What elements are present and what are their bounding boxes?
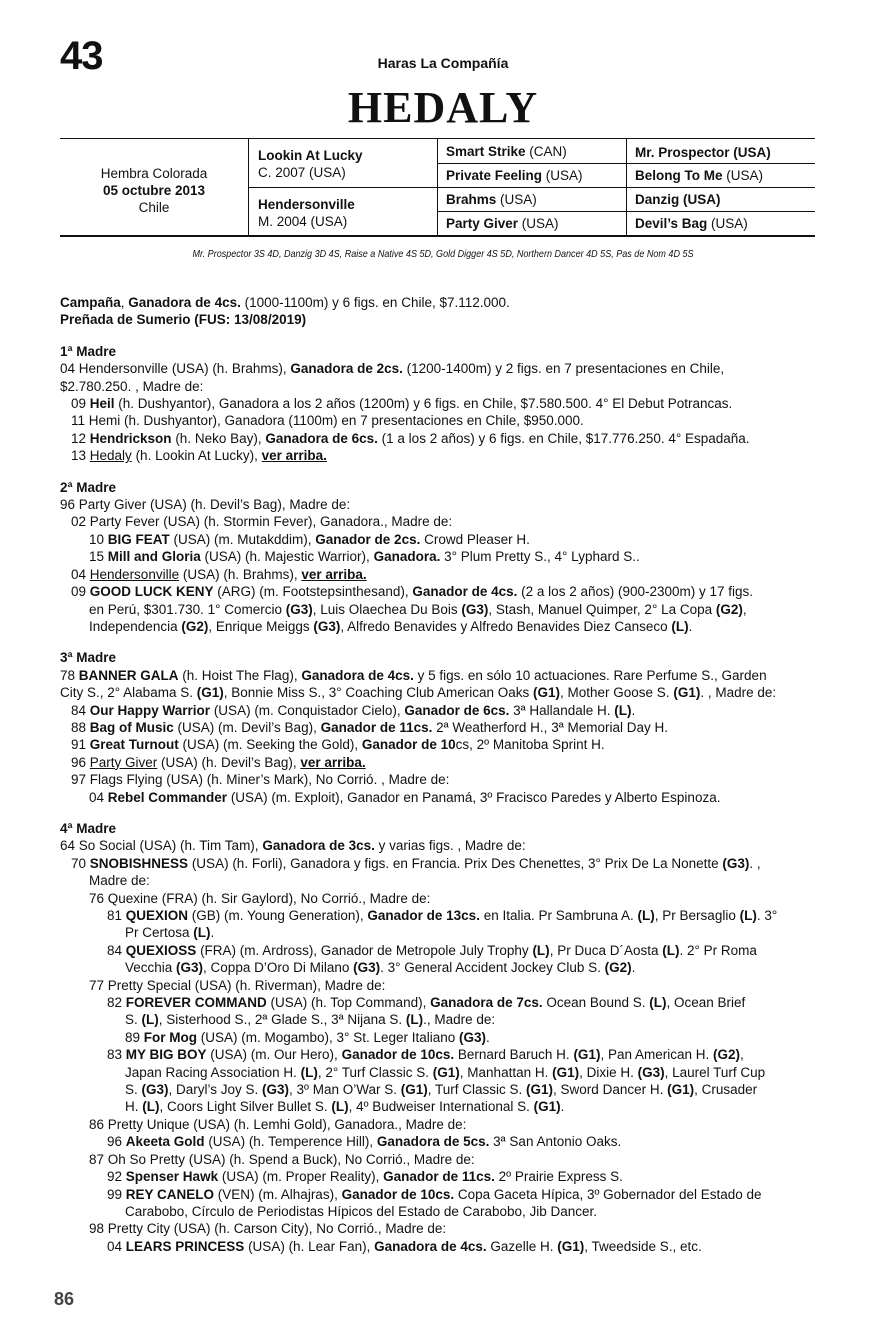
subject-horse (60, 165, 248, 216)
text-line: Japan Racing Association H. (L), 2° Turf Classic S. (G1), Manhattan H. (G1), Dixie H. (G3), Laurel Turf Cup (125, 1064, 766, 1080)
text-line: 11 Hemi (h. Dushyantor), Ganadora (1100m) en 7 presentaciones en Chile, $950.000. (71, 413, 584, 429)
text-line: Madre de: (89, 873, 150, 889)
text-line: City S., 2° Alabama S. (G1), Bonnie Miss S., 3° Coaching Club American Oaks (G1), Mother Goose S. (G1). , Madre de: (60, 685, 777, 701)
section-heading: 1ª Madre (60, 343, 117, 359)
text-line: Carabobo, Círculo de Periodistas Hípicos del Estado de Carabobo, Jib Dancer. (125, 1203, 598, 1219)
text-line: 96 Akeeta Gold (USA) (h. Temperence Hill), Ganadora de 5cs. 3ª San Antonio Oaks. (107, 1134, 622, 1150)
subject-sex-color: Hembra Colorada (100, 166, 208, 181)
inbreeding-note: Mr. Prospector 3S 4D, Danzig 3D 4S, Raise a Native 4S 5D, Gold Digger 4S 5D, Northern Dancer 4D 5S, Pas de Nom 4D 5S (192, 248, 694, 260)
text-line: en Perú, $301.730. 1° Comercio (G3), Luis Olaechea Du Bois (G3), Stash, Manuel Quimper, 2° La Copa (G2), (89, 601, 747, 617)
text-line: 97 Flags Flying (USA) (h. Miner’s Mark), No Corrió. , Madre de: (71, 772, 450, 788)
sire-cell (258, 147, 363, 181)
text-line: 99 REY CANELO (VEN) (m. Alhajras), Ganador de 10cs. Copa Gaceta Hípica, 3º Gobernador del Estado de (107, 1186, 762, 1202)
text-line: 87 Oh So Pretty (USA) (h. Spend a Buck), No Corrió., Madre de: (89, 1151, 475, 1167)
text-line: 70 SNOBISHNESS (USA) (h. Forli), Ganadora y figs. en Francia. Prix Des Chenettes, 3° Prix De La Nonette (G3). , (71, 855, 761, 871)
sire-info: C. 2007 (USA) (258, 165, 346, 180)
text-line: 96 Party Giver (USA) (h. Devil’s Bag), Madre de: (60, 497, 351, 513)
text-line: 96 Party Giver (USA) (h. Devil’s Bag), ver arriba. (71, 754, 366, 770)
text-line: S. (L), Sisterhood S., 2ª Glade S., 3ª Nijana S. (L)., Madre de: (125, 1012, 496, 1028)
catalog-body (60, 294, 820, 1255)
horse-name: HEDALY (347, 83, 539, 132)
text-line: 92 Spenser Hawk (USA) (m. Proper Reality), Ganador de 11cs. 2º Prairie Express S. (107, 1169, 623, 1185)
haras-name: Haras La Compañía (377, 55, 509, 71)
text-line: S. (G3), Daryl’s Joy S. (G3), 3º Man O’War S. (G1), Turf Classic S. (G1), Sword Dancer H. (G1), Crusader (125, 1082, 758, 1098)
text-line: 84 QUEXIOSS (FRA) (m. Ardross), Ganador de Metropole July Trophy (L), Pr Duca D´Aosta (L). 2° Pr Roma (107, 942, 757, 958)
g2-ancestor: Party Giver (USA) (446, 216, 559, 231)
g2-ancestor: Smart Strike (CAN) (446, 144, 567, 159)
text-line: Campaña, Ganadora de 4cs. (1000-1100m) y 6 figs. en Chile, $7.112.000. (60, 295, 510, 310)
text-line: 83 MY BIG BOY (USA) (m. Our Hero), Ganador de 10cs. Bernard Baruch H. (G1), Pan American H. (G2), (107, 1047, 744, 1063)
text-line: 89 For Mog (USA) (m. Mogambo), 3° St. Leger Italiano (G3). (125, 1029, 490, 1045)
section-heading: 3ª Madre (60, 650, 117, 666)
text-line: Pr Certosa (L). (125, 925, 215, 941)
text-line: 04 Rebel Commander (USA) (m. Exploit), Ganador en Panamá, 3º Fracisco Paredes y Alberto Espinoza. (89, 789, 721, 805)
text-line: 91 Great Turnout (USA) (m. Seeking the Gold), Ganador de 10cs, 2º Manitoba Sprint H. (71, 737, 605, 753)
dam-name: Hendersonville (258, 197, 355, 212)
text-line: 77 Pretty Special (USA) (h. Riverman), Madre de: (89, 977, 386, 993)
section-heading: 4ª Madre (60, 820, 117, 836)
text-line: 10 BIG FEAT (USA) (m. Mutakddim), Ganador de 2cs. Crowd Pleaser H. (89, 531, 530, 547)
g2-ancestor: Private Feeling (USA) (446, 168, 583, 183)
text-line: 13 Hedaly (h. Lookin At Lucky), ver arriba. (71, 448, 327, 464)
text-line: H. (L), Coors Light Silver Bullet S. (L), 4º Budweiser International S. (G1). (125, 1099, 565, 1115)
sire-name: Lookin At Lucky (258, 148, 363, 163)
dam-info: M. 2004 (USA) (258, 214, 348, 229)
dam-cell (258, 196, 355, 230)
g3-ancestor: Mr. Prospector (USA) (635, 145, 771, 160)
text-line: 82 FOREVER COMMAND (USA) (h. Top Command), Ganadora de 7cs. Ocean Bound S. (L), Ocean Brief (107, 995, 746, 1011)
pedigree-table (60, 138, 815, 237)
text-line: 04 Hendersonville (USA) (h. Brahms), ver arriba. (71, 566, 367, 582)
text-line: 76 Quexine (FRA) (h. Sir Gaylord), No Corrió., Madre de: (89, 890, 431, 906)
text-line: Vecchia (G3), Coppa D’Oro Di Milano (G3). 3° General Accident Jockey Club S. (G2). (125, 960, 636, 976)
g3-ancestor: Devil’s Bag (USA) (635, 216, 748, 231)
text-line: Preñada de Sumerio (FUS: 13/08/2019) (60, 312, 307, 328)
subject-country: Chile (138, 200, 170, 215)
g3-ancestor: Danzig (USA) (635, 192, 721, 207)
text-line: 04 LEARS PRINCESS (USA) (h. Lear Fan), Ganadora de 4cs. Gazelle H. (G1), Tweedside S., etc. (107, 1238, 702, 1254)
text-line: 15 Mill and Gloria (USA) (h. Majestic Warrior), Ganadora. 3° Plum Pretty S., 4° Lyphard S.. (89, 549, 640, 565)
text-line: 98 Pretty City (USA) (h. Carson City), No Corrió., Madre de: (89, 1221, 447, 1237)
text-line: 88 Bag of Music (USA) (m. Devil’s Bag), Ganador de 11cs. 2ª Weatherford H., 3ª Memorial Day H. (71, 719, 668, 735)
subject-foaled: 05 octubre 2013 (102, 183, 206, 198)
text-line: 12 Hendrickson (h. Neko Bay), Ganadora de 6cs. (1 a los 2 años) y 6 figs. en Chile, $17.776.250. 4° Espadaña. (71, 430, 750, 446)
text-line: 64 So Social (USA) (h. Tim Tam), Ganadora de 3cs. y varias figs. , Madre de: (60, 838, 526, 854)
page-number: 86 (54, 1289, 75, 1309)
text-line: 84 Our Happy Warrior (USA) (m. Conquistador Cielo), Ganador de 6cs. 3ª Hallandale H. (L). (71, 702, 636, 718)
text-line: 81 QUEXION (GB) (m. Young Generation), Ganador de 13cs. en Italia. Pr Sambruna A. (L), Pr Bersaglio (L). 3° (107, 908, 778, 923)
g3-ancestor: Belong To Me (USA) (635, 168, 763, 183)
text-line: $2.780.250. , Madre de: (60, 378, 204, 394)
g2-ancestor: Brahms (USA) (446, 192, 537, 207)
text-line: 78 BANNER GALA (h. Hoist The Flag), Ganadora de 4cs. y 5 figs. en sólo 10 actuaciones. Rare Perfume S., Garden (60, 667, 767, 683)
text-line: 04 Hendersonville (USA) (h. Brahms), Ganadora de 2cs. (1200-1400m) y 2 figs. en 7 presentaciones en Chile, (60, 361, 725, 377)
text-line: Independencia (G2), Enrique Meiggs (G3), Alfredo Benavides y Alfredo Benavides Diez Canseco (L). (89, 618, 693, 634)
section-heading: 2ª Madre (60, 479, 117, 495)
text-line: 09 Heil (h. Dushyantor), Ganadora a los 2 años (1200m) y 6 figs. en Chile, $7.580.500. 4° El Debut Potrancas. (71, 396, 733, 412)
lot-number: 43 (60, 34, 103, 78)
text-line: 02 Party Fever (USA) (h. Stormin Fever), Ganadora., Madre de: (71, 514, 453, 530)
text-line: 09 GOOD LUCK KENY (ARG) (m. Footstepsinthesand), Ganador de 4cs. (2 a los 2 años) (900-2300m) y 17 figs. (71, 584, 754, 600)
text-line: 86 Pretty Unique (USA) (h. Lemhi Gold), Ganadora., Madre de: (89, 1116, 467, 1132)
